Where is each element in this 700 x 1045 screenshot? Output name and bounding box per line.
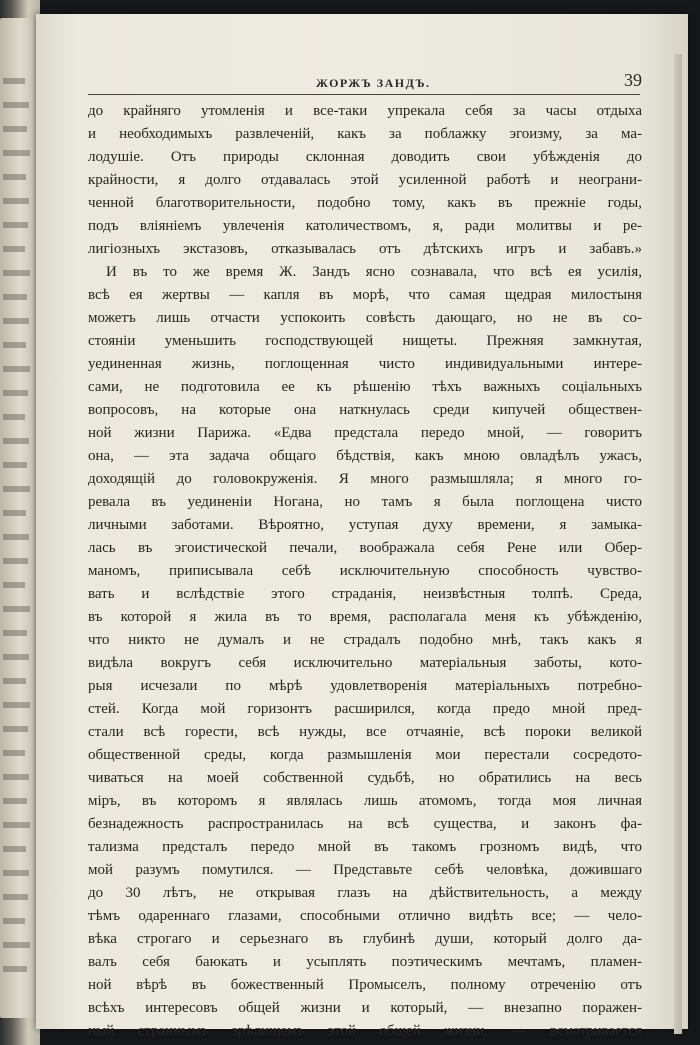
text-line: вѣка строгаго и серьезнаго въ глубинѣ души, который долго да- xyxy=(88,931,642,947)
book-page xyxy=(36,14,688,1039)
text-line: вать и вслѣдствіе этого страданія, неизвѣстныя толпѣ. Среда, xyxy=(88,586,642,602)
text-line: до крайняго утомленія и все-таки упрекала себя за часы отдыха xyxy=(88,103,642,119)
text-line: видѣла вокругъ себя исключительно матеріальныя заботы, кото- xyxy=(88,655,642,671)
text-line: безнадежность распространилась на всѣ существа, и законъ фа- xyxy=(88,816,642,832)
text-line: подъ вліяніемъ увлеченія католичествомъ, я, ради молитвы и ре- xyxy=(88,218,642,234)
text-line: тѣмъ одареннаго глазами, способными отлично видѣть все; — чело- xyxy=(88,908,642,924)
text-line: лодушіе. Отъ природы склонная доводить свои убѣжденія до xyxy=(88,149,642,165)
text-line: въ которой я жила въ то время, располагала меня къ убѣжденію, xyxy=(88,609,642,625)
text-line: стояніи уменьшить господствующей нищеты. Прежняя замкнутая, xyxy=(88,333,642,349)
text-line: доходящій до головокруженія. Я много размышляла; я много го- xyxy=(88,471,642,487)
text-line: мой разумъ помутился. — Представьте себѣ человѣка, дожившаго xyxy=(88,862,642,878)
text-line: и необходимыхъ развлеченій, какъ за поблажку эгоизму, за ма- xyxy=(88,126,642,142)
text-line: міръ, въ которомъ я являлась лишь атомомъ, тогда моя личная xyxy=(88,793,642,809)
previous-page-edge xyxy=(0,18,34,1018)
text-line: валъ себя баюкать и усыплять поэтическимъ мечтамъ, пламен- xyxy=(88,954,642,970)
page-header xyxy=(86,58,642,90)
text-line: рыя исчезали по мѣрѣ удовлетворенія матеріальныхъ потребно- xyxy=(88,678,642,694)
text-line: ной вѣрѣ въ божественный Промыселъ, полному отреченію отъ xyxy=(88,977,642,993)
text-line: что никто не думалъ и не страдалъ подобно мнѣ, такъ какъ я xyxy=(88,632,642,648)
text-line: до 30 лѣтъ, не открывая глазъ на дѣйствительность, а между xyxy=(88,885,642,901)
page-number: 39 xyxy=(624,70,642,90)
text-line: всѣхъ интересовъ общей жизни и который, — внезапно поражен- xyxy=(88,1000,642,1016)
text-line: лигіозныхъ экстазовъ, отказывалась отъ дѣтскихъ игръ и забавъ.» xyxy=(88,241,642,257)
text-line: чиваться на моей собственной судьбѣ, но обратились на весь xyxy=(88,770,642,786)
text-line: тализма предсталъ передо мной въ такомъ грозномъ видѣ, что xyxy=(88,839,642,855)
text-line: личными заботами. Вѣроятно, уступая духу времени, я замыка- xyxy=(88,517,642,533)
text-line: всѣ ея жертвы — капля въ морѣ, что самая щедрая милостыня xyxy=(88,287,642,303)
text-line: маномъ, приписывала себѣ исключительную способность чувство- xyxy=(88,563,642,579)
text-line: стей. Когда мой горизонтъ расширился, когда предо мной пред- xyxy=(88,701,642,717)
body-text xyxy=(88,100,642,1043)
text-line: лась въ эгоистической печали, воображала себя Рене или Обер- xyxy=(88,540,642,556)
text-line: стали всѣ горести, всѣ нужды, все отчаяніе, всѣ пороки великой xyxy=(88,724,642,740)
text-line: ной жизни Парижа. «Едва предстала передо мной, — говоритъ xyxy=(88,425,642,441)
text-line: она, — эта задача общаго бѣдствія, какъ мною овладѣлъ ужасъ, xyxy=(88,448,642,464)
text-line: крайности, я долго отдавалась этой усиленной работѣ и неограни- xyxy=(88,172,642,188)
text-line: И въ то же время Ж. Зандъ ясно сознавала, что всѣ ея усилія, xyxy=(106,264,642,280)
header-rule xyxy=(88,94,640,95)
text-line: ревала въ уединеніи Ногана, но тамъ я была поглощена чисто xyxy=(88,494,642,510)
page-stack-edge xyxy=(674,54,682,1034)
text-line: сами, не подготовила ее къ рѣшенію тѣхъ важныхъ соціальныхъ xyxy=(88,379,642,395)
text-line: вопросовъ, на которые она наткнулась среди кипучей обществен- xyxy=(88,402,642,418)
text-line: ный страннымъ зрѣлищемъ этой общей жизни, — всматривается xyxy=(88,1023,642,1039)
text-line: уединенная жизнь, поглощенная чисто индивидуальными интере- xyxy=(88,356,642,372)
text-line: общественной среды, когда размышленія мои перестали сосредото- xyxy=(88,747,642,763)
running-title: ЖОРЖЪ ЗАНДЪ. xyxy=(316,76,431,90)
text-line: ченной благотворительности, подобно тому, какъ въ прежніе годы, xyxy=(88,195,642,211)
text-line: можетъ лишь отчасти успокоить совѣсть дающаго, но не въ со- xyxy=(88,310,642,326)
